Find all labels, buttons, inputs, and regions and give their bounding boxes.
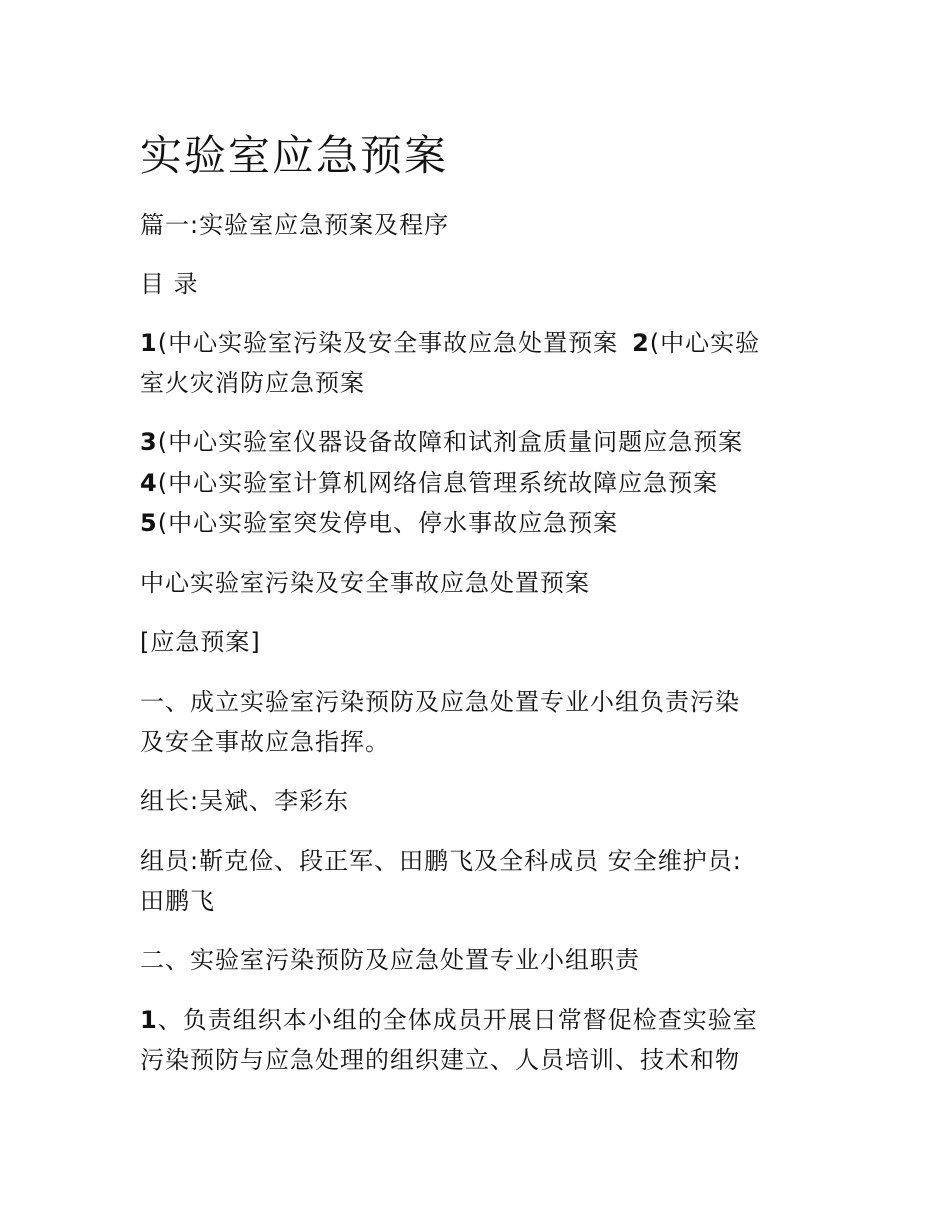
toc-entry-2-continued: 室火灾消防应急预案 [140,369,365,397]
item-1-line-2: 及安全事故应急指挥。 [140,728,390,756]
members-line-2: 田鹏飞 [140,887,215,915]
document-title: 实验室应急预案 [140,131,449,180]
toc-number: 1 [140,329,158,357]
document-subtitle: 篇一:实验室应急预案及程序 [140,211,450,239]
duty-number: 1 [140,1006,158,1034]
toc-text: (中心实验室突发停电、停水事故应急预案 [157,509,619,537]
toc-text: (中心实验 [649,329,761,357]
bracket-heading: [应急预案] [140,628,261,656]
toc-heading: 目 录 [140,270,199,298]
toc-entry-1-2 [140,323,820,363]
toc-entry-4 [140,463,820,503]
leader-line: 组长:吴斌、李彩东 [140,787,350,815]
toc-text: (中心实验室计算机网络信息管理系统故障应急预案 [157,469,719,497]
toc-entry-5 [140,503,820,543]
members-line-1: 组员:靳克俭、段正军、田鹏飞及全科成员 安全维护员: [140,847,742,875]
toc-number: 4 [140,469,158,497]
section-title: 中心实验室污染及安全事故应急处置预案 [140,569,590,597]
item-1-line-1: 一、成立实验室污染预防及应急处置专业小组负责污染 [140,688,740,716]
toc-entry-3 [140,422,820,462]
duty-text: 、负责组织本小组的全体成员开展日常督促检查实验室 [157,1006,758,1034]
duty-1-line-1 [140,1000,820,1040]
toc-text: (中心实验室仪器设备故障和试剂盒质量问题应急预案 [157,428,744,456]
toc-number: 3 [140,428,158,456]
item-2: 二、实验室污染预防及应急处置专业小组职责 [140,946,640,974]
toc-text: (中心实验室污染及安全事故应急处置预案 [157,329,619,357]
duty-1-line-2: 污染预防与应急处理的组织建立、人员培训、技术和物 [140,1046,740,1074]
toc-number: 5 [140,509,158,537]
toc-number: 2 [632,329,650,357]
